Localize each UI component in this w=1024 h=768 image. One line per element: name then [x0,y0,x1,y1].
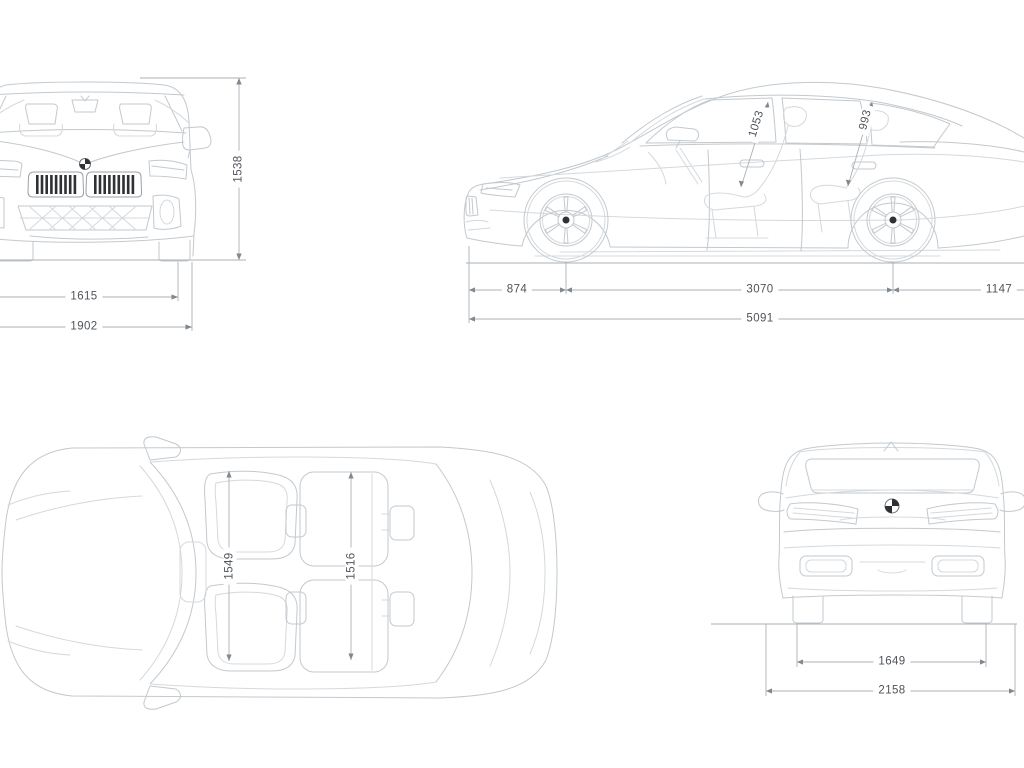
dim-front-headroom-label: 1053 [745,104,768,143]
front-view-drawing [0,82,211,261]
side-kidney-grille [466,196,478,216]
rear-bmw-roundel [885,499,899,513]
dim-rear-headroom-label: 993 [856,104,876,137]
dim-front-overhang-label: 874 [502,284,532,297]
rear-left-wheel [793,596,823,623]
right-headlight [149,160,187,179]
side-headlight [481,183,520,197]
bmw-roundel [80,159,91,170]
dim-overall-length-label: 5091 [741,313,778,326]
dim-wheelbase-label: 3070 [741,284,778,297]
dim-rear-overhang-label: 1147 [981,284,1017,297]
dim-front-track-label: 1615 [65,291,102,304]
top-left-mirror [144,437,181,460]
rear-view-drawing [759,442,1024,623]
front-left-wheel [0,241,33,261]
dim-front-height-label: 1538 [233,150,246,187]
rear-right-wheel [962,596,992,623]
rear-door-handle [852,162,876,169]
front-door-handle [740,160,764,167]
front-door-mirror [182,127,211,158]
quarter-window [870,103,950,147]
front-view-dimension-lines [0,78,246,331]
left-headlight [0,160,22,177]
front-bumper-intake [18,206,152,230]
rear-view-dimension-lines [711,624,1017,696]
top-right-mirror [144,686,181,709]
dim-rear-interior-width-label: 1516 [346,547,359,584]
dim-front-width-label: 1902 [65,321,102,334]
rear-window [806,459,979,493]
rear-door-window [782,98,867,144]
kidney-grille [28,172,142,197]
dim-width-incl-mirrors-label: 2158 [873,685,910,698]
front-right-wheel [159,240,190,261]
left-headrest [26,104,58,124]
top-front-seats [180,471,306,671]
right-headrest [120,104,152,124]
dim-front-interior-width-label: 1549 [224,547,237,584]
side-view-drawing [464,82,1024,262]
top-view-drawing [2,437,557,709]
side-front-wheel [524,178,608,262]
dim-rear-track-label: 1649 [873,656,910,669]
rearview-mirror [72,96,98,112]
